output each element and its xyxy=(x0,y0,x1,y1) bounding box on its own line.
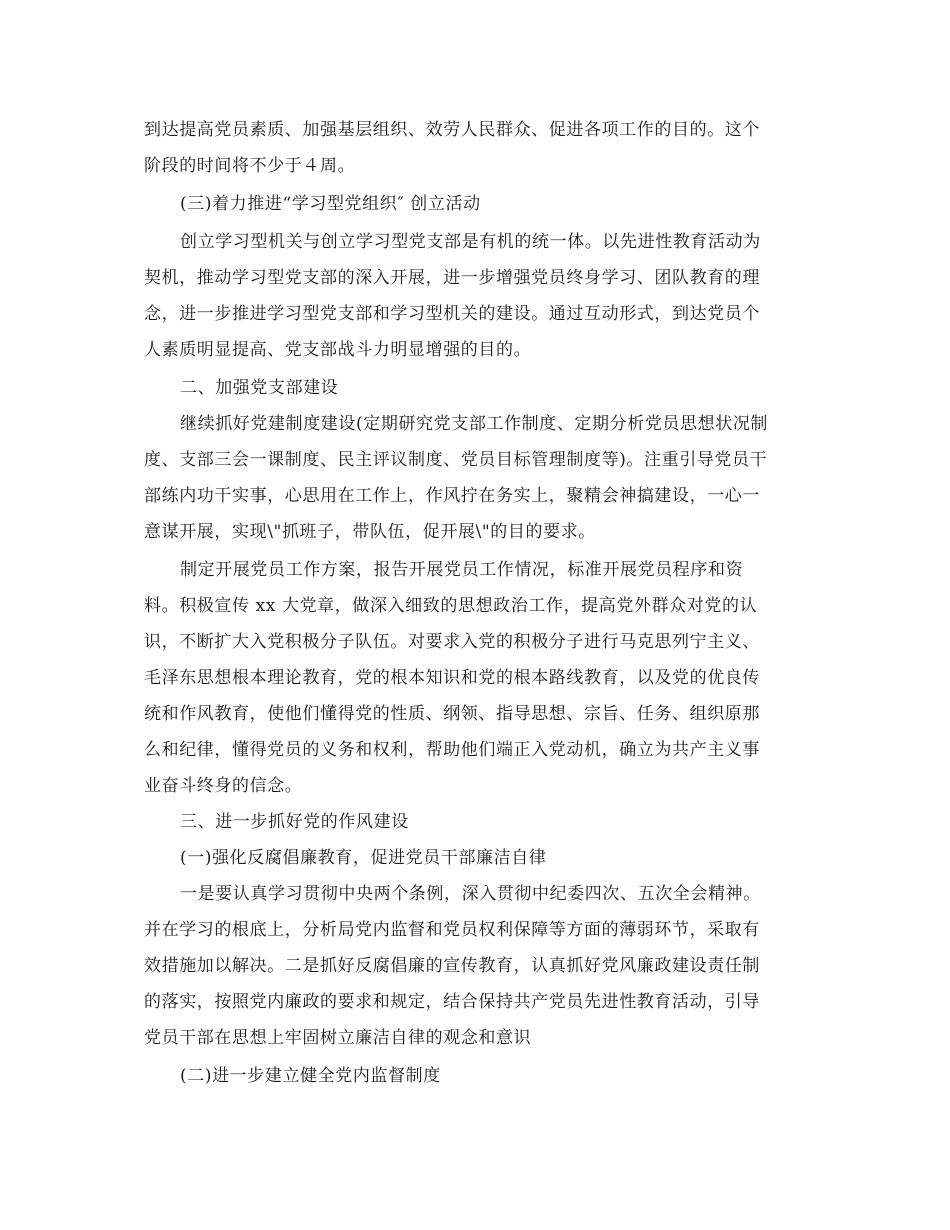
section-heading: (一)强化反腐倡廉教育，促进党员干部廉洁自律 xyxy=(180,848,547,868)
text-line: 念，进一步推进学习型党支部和学习型机关的建设。通过互动形式，到达党员个 xyxy=(144,304,760,324)
text-line: 制定开展党员工作方案，报告开展党员工作情况，标准开展党员程序和资 xyxy=(180,560,744,580)
text-line: 识，不断扩大入党积极分子队伍。对要求入党的积极分子进行马克思列宁主义、 xyxy=(144,632,760,652)
text-line: 度、支部三会一课制度、民主评议制度、党员目标管理制度等)。注重引导党员干 xyxy=(144,450,768,470)
text-line: 创立学习型机关与创立学习型党支部是有机的统一体。以先进性教育活动为 xyxy=(180,232,761,252)
text-line: 料。积极宣传 xx 大党章，做深入细致的思想政治工作，提高党外群众对党的认 xyxy=(144,596,758,616)
text-line: 契机，推动学习型党支部的深入开展，进一步增强党员终身学习、团队教育的理 xyxy=(144,268,760,288)
section-heading: (二)进一步建立健全党内监督制度 xyxy=(180,1066,441,1086)
text-line: 并在学习的根底上，分析局党内监督和党员权利保障等方面的薄弱环节，采取有 xyxy=(144,920,760,940)
text-line: 的落实，按照党内廉政的要求和规定，结合保持共产党员先进性教育活动，引导 xyxy=(144,992,760,1012)
text-line: 么和纪律，懂得党员的义务和权利，帮助他们端正入党动机，确立为共产主义事 xyxy=(144,740,760,760)
text-line: 意谋开展，实现\"抓班子，带队伍，促开展\"的目的要求。 xyxy=(144,522,596,542)
text-line: 部练内功干实事，心思用在工作上，作风拧在务实上，聚精会神搞建设，一心一 xyxy=(144,486,760,506)
text-line: 统和作风教育，使他们懂得党的性质、纲领、指导思想、宗旨、任务、组织原那 xyxy=(144,704,760,724)
text-line: 到达提高党员素质、加强基层组织、效劳人民群众、促进各项工作的目的。这个 xyxy=(144,120,760,140)
text-line: 人素质明显提高、党支部战斗力明显增强的目的。 xyxy=(144,340,532,360)
text-line: 毛泽东思想根本理论教育，党的根本知识和党的根本路线教育，以及党的优良传 xyxy=(144,668,760,688)
section-heading: 二、加强党支部建设 xyxy=(180,378,339,398)
section-heading: 三、进一步抓好党的作风建设 xyxy=(180,812,409,832)
section-heading: (三)着力推进“学习型党组织″ 创立活动 xyxy=(180,194,481,214)
text-line: 一是要认真学习贯彻中央两个条例，深入贯彻中纪委四次、五次全会精神。 xyxy=(180,884,761,904)
text-line: 继续抓好党建制度建设(定期研究党支部工作制度、定期分析党员思想状况制 xyxy=(180,414,769,434)
text-line: 党员干部在思想上牢固树立廉洁自律的观念和意识 xyxy=(144,1028,532,1048)
text-line: 阶段的时间将不少于４周。 xyxy=(144,156,356,176)
text-line: 效措施加以解决。二是抓好反腐倡廉的宣传教育，认真抓好党风廉政建设责任制 xyxy=(144,956,760,976)
text-line: 业奋斗终身的信念。 xyxy=(144,776,303,796)
